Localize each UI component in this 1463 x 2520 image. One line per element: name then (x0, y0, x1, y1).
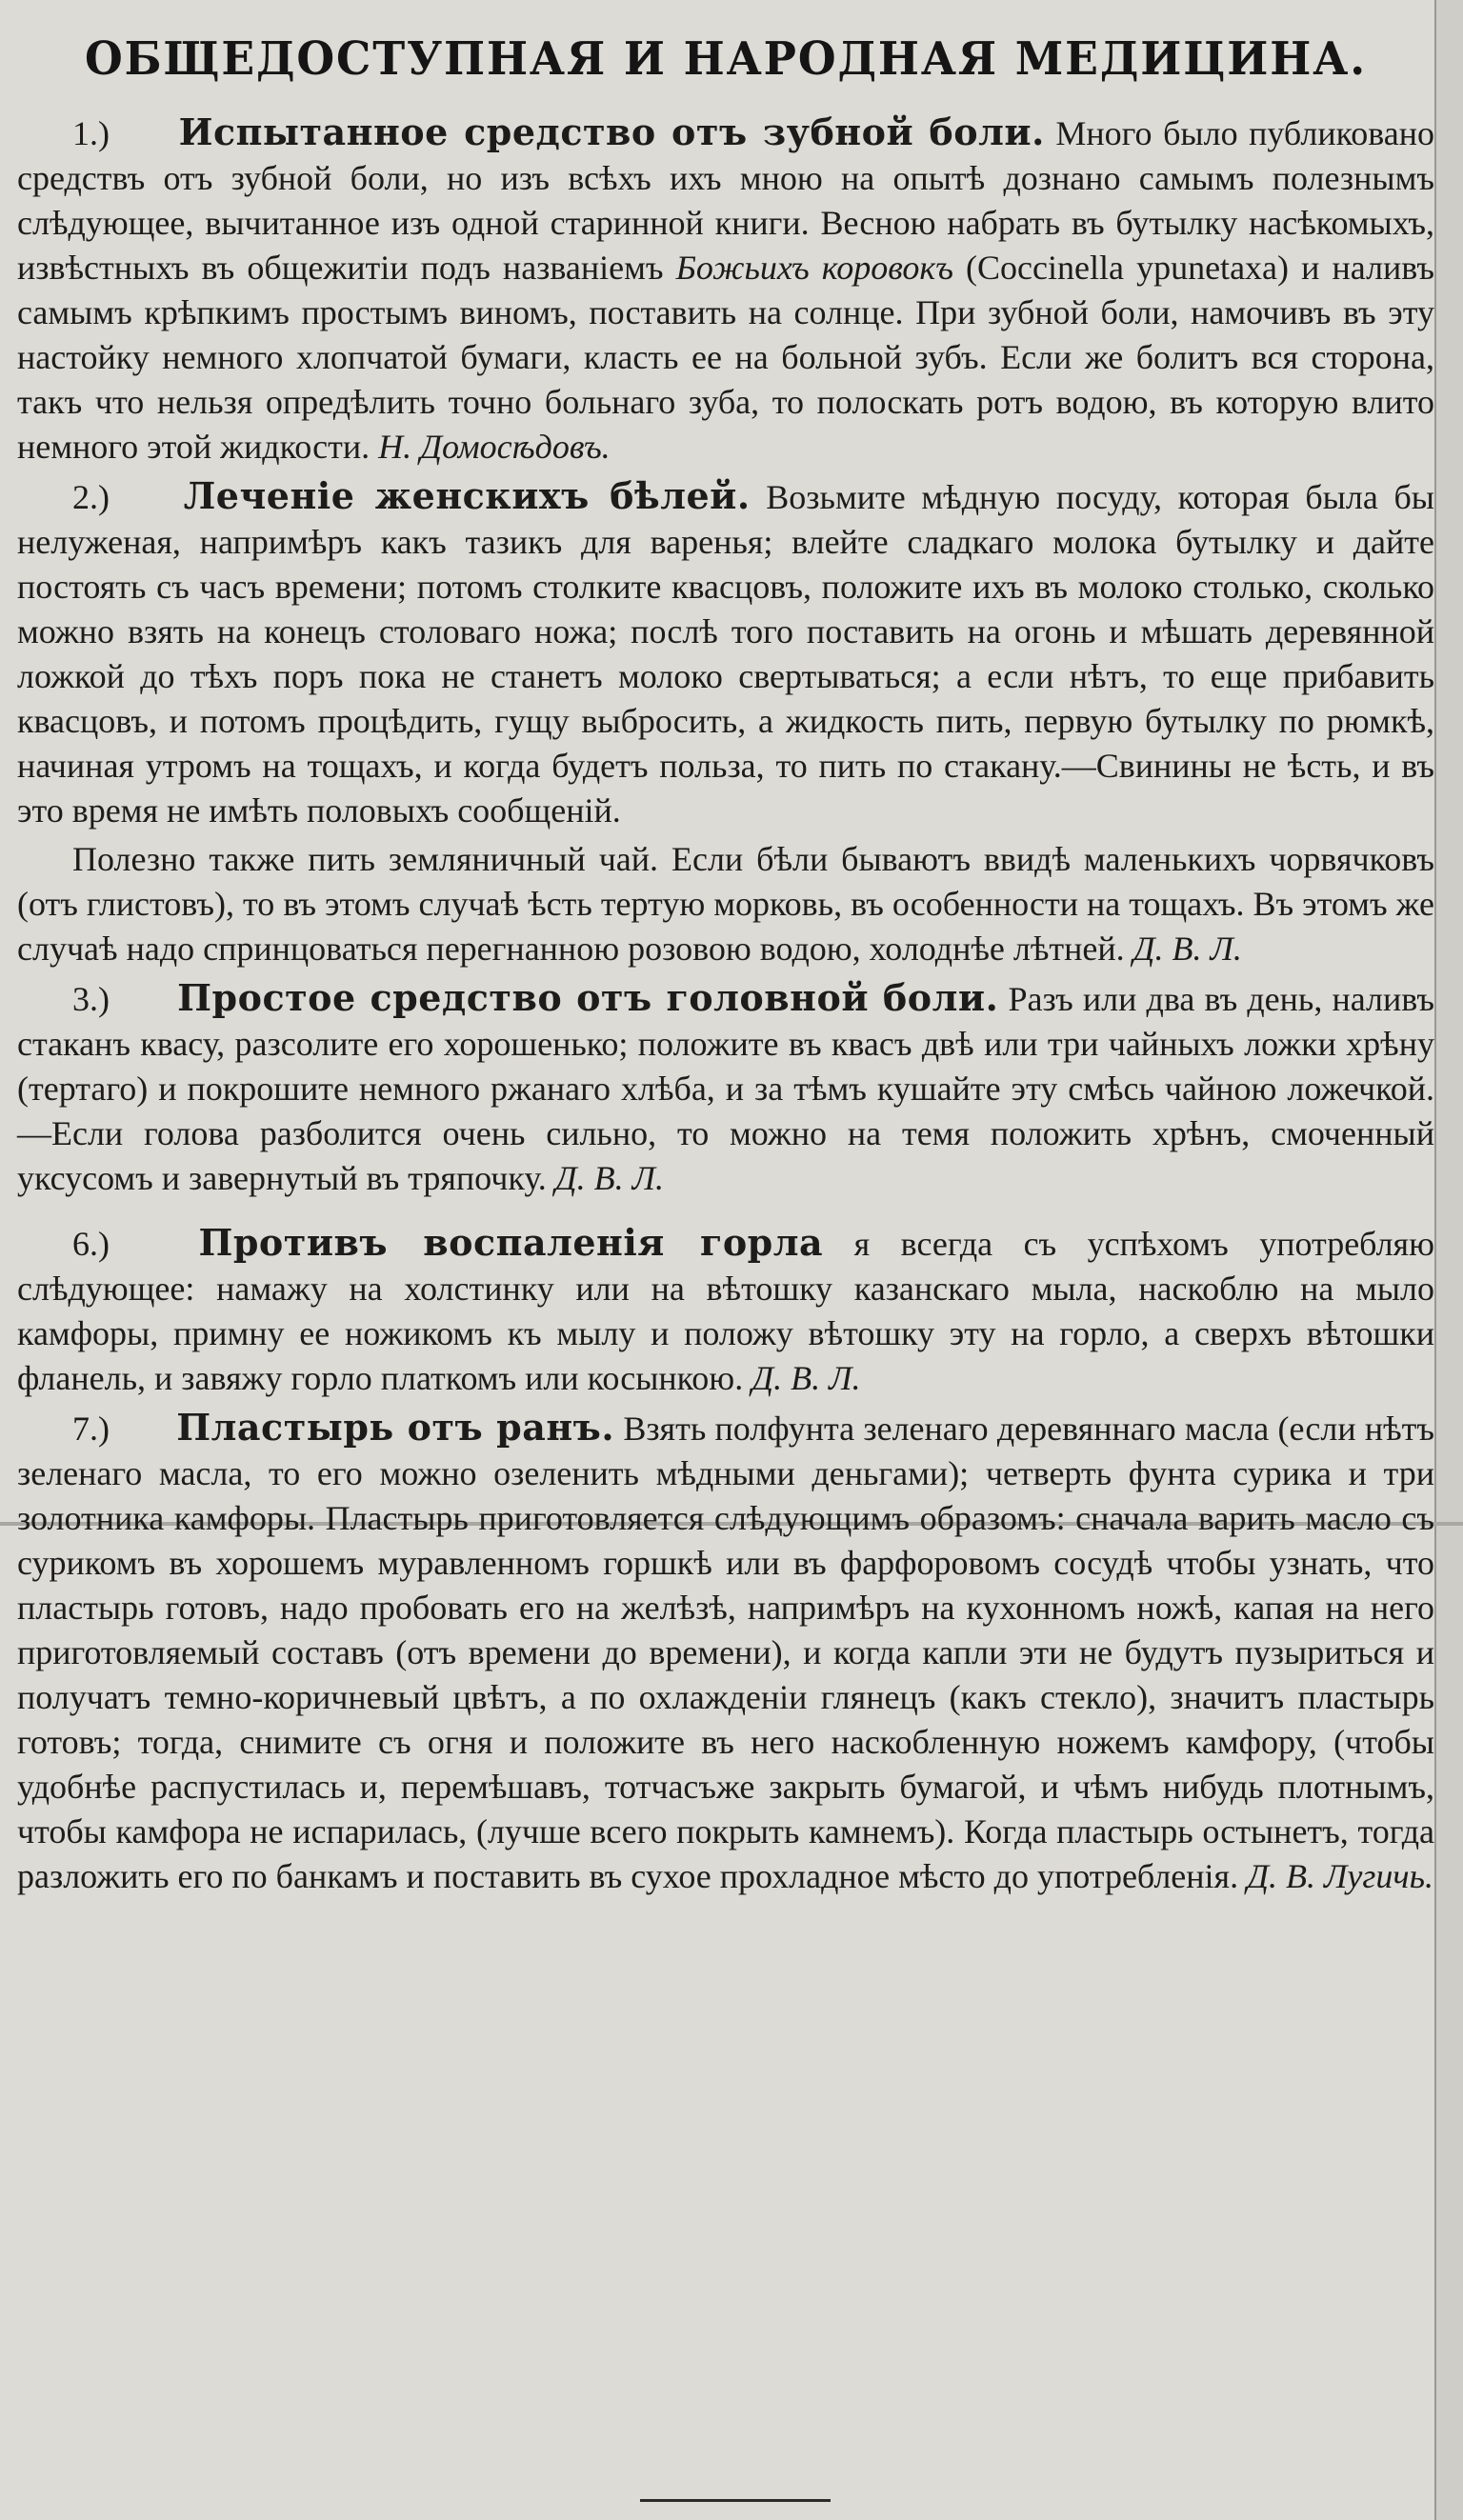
section-body-continued: (Coccinella yрunetaxa) и наливъ самымъ крѣпкимъ простымъ виномъ, поставить на солнце. При зубной боли, намочивъ въ эту настойку немного хлопчатой бумаги, класть ее на больной зубъ. Если же болитъ вся сторона, такъ что нельзя опредѣлить точно больнаго зуба, то полоскать ротъ водою, въ которую влито немного этой жидкости. (17, 248, 1435, 466)
section-body: я всегда съ успѣхомъ употребляю слѣдующее: намажу на холстинку или на вѣтошку казанскаго мыла, наскоблю на мыло камфоры, примну ее ножикомъ къ мылу и положу вѣтошку эту на горло, а сверхъ вѣтошки фланель, и завяжу горло платкомъ или косынкою. (17, 1224, 1435, 1397)
section-number: 2.) (72, 477, 110, 516)
section-number: 6.) (72, 1224, 110, 1263)
signature: Д. В. Лугичь. (1247, 1856, 1433, 1895)
section-heading: Леченіе женскихъ бѣлей. (183, 473, 751, 517)
signature: Д. В. Л. (752, 1358, 861, 1397)
section-2-paragraph-2 (17, 837, 1434, 971)
section-body: Взять полфунта зеленаго деревяннаго масла (если нѣтъ зеленаго масла, то его можно озеленить мѣдными деньгами); четверть фунта сурика и три золотника камфоры. Пластырь приготовляется слѣдующимъ образомъ: сначала варить масло съ сурикомъ въ хорошемъ муравленномъ горшкѣ или въ фарфоровомъ сосудѣ чтобы узнать, что пластырь готовъ, надо пробовать его на желѣзѣ, напримѣръ на кухонномъ ножѣ, капая на него приготовляемый составъ (отъ времени до времени), и когда капли эти не будутъ пузыриться и получатъ темно-коричневый цвѣтъ, а по охлажденіи глянецъ (какъ стекло), значитъ пластырь готовъ; тогда, снимите съ огня и положите въ него наскобленную ножемъ камфору, (чтобы удобнѣе распустилась и, перемѣшавъ, тотчасъже закрыть бумагой, и чѣмъ нибудь плотнымъ, чтобы камфора не испарилась, (лучше всего покрыть камнемъ). Когда пластырь остынетъ, тогда разложить его по банкамъ и поставить въ сухое прохладное мѣсто до употребленія. (17, 1409, 1435, 1895)
page-edge (1434, 0, 1463, 2520)
section-heading: Пластырь отъ ранъ. (176, 1405, 615, 1449)
end-rule (640, 2499, 831, 2502)
section-heading: Противъ воспаленія горла (198, 1220, 824, 1264)
article (17, 23, 1434, 1903)
section-number: 7.) (72, 1409, 110, 1448)
article-title: ОБЩЕДОСТУПНАЯ И НАРОДНАЯ МЕДИЦИНА. (84, 32, 1368, 86)
section-6 (17, 1220, 1434, 1401)
section-number: 3.) (72, 979, 110, 1018)
section-2 (17, 473, 1434, 833)
section-number: 1.) (72, 113, 110, 152)
section-7 (17, 1405, 1434, 1899)
section-1 (17, 110, 1434, 470)
signature: Н. Домосѣдовъ. (378, 427, 611, 466)
section-body: Много было публиковано средствъ отъ зубной боли, но изъ всѣхъ ихъ мною на опытѣ дознано самымъ полезнымъ слѣдующее, вычитанное изъ одной старинной книги. Весною набрать въ бутылку насѣкомыхъ, извѣстныхъ въ общежитіи подъ названіемъ (17, 113, 1435, 287)
section-3 (17, 975, 1434, 1201)
section-body: Полезно также пить земляничный чай. Если бѣли бываютъ ввидѣ маленькихъ чорвячковъ (отъ глистовъ), то въ этомъ случаѣ ѣсть тертую морковь, въ особенности на тощахъ. Въ этомъ же случаѣ надо спринцоваться перегнанною розовою водою, холоднѣе лѣтней. (17, 839, 1434, 968)
italic-term: Божьихъ коровокъ (675, 248, 953, 287)
section-body: Разъ или два въ день, наливъ стаканъ квасу, разсолите его хорошенько; положите въ квасъ двѣ или три чайныхъ ложки хрѣну (тертаго) и покрошите немного ржанаго хлѣба, и за тѣмъ кушайте эту смѣсь чайною ложечкой.—Если голова разболится очень сильно, то можно на темя положить хрѣнъ, смоченный уксусомъ и завернутый въ тряпочку. (17, 979, 1434, 1197)
section-body: Возьмите мѣдную посуду, которая была бы нелуженая, напримѣръ какъ тазикъ для варенья; влейте сладкаго молока бутылку и дайте постоять съ часъ времени; потомъ столките квасцовъ, положите ихъ въ молоко столько, сколько можно взять на конецъ столоваго ножа; послѣ того поставить на огонь и мѣшать деревянной ложкой до тѣхъ поръ пока не станетъ молоко свертываться; а если нѣтъ, то еще прибавить квасцовъ, и потомъ процѣдить, гущу выбросить, а жидкость пить, первую бутылку по рюмкѣ, начиная утромъ на тощахъ, и когда будетъ польза, то пить по стакану.—Свинины не ѣсть, и въ это время не имѣть половыхъ сообщеній. (17, 477, 1434, 830)
signature: Д. В. Л. (1132, 929, 1242, 968)
section-heading: Испытанное средство отъ зубной боли. (178, 110, 1045, 153)
signature: Д. В. Л. (554, 1158, 665, 1197)
section-heading: Простое средство отъ головной боли. (177, 975, 999, 1019)
